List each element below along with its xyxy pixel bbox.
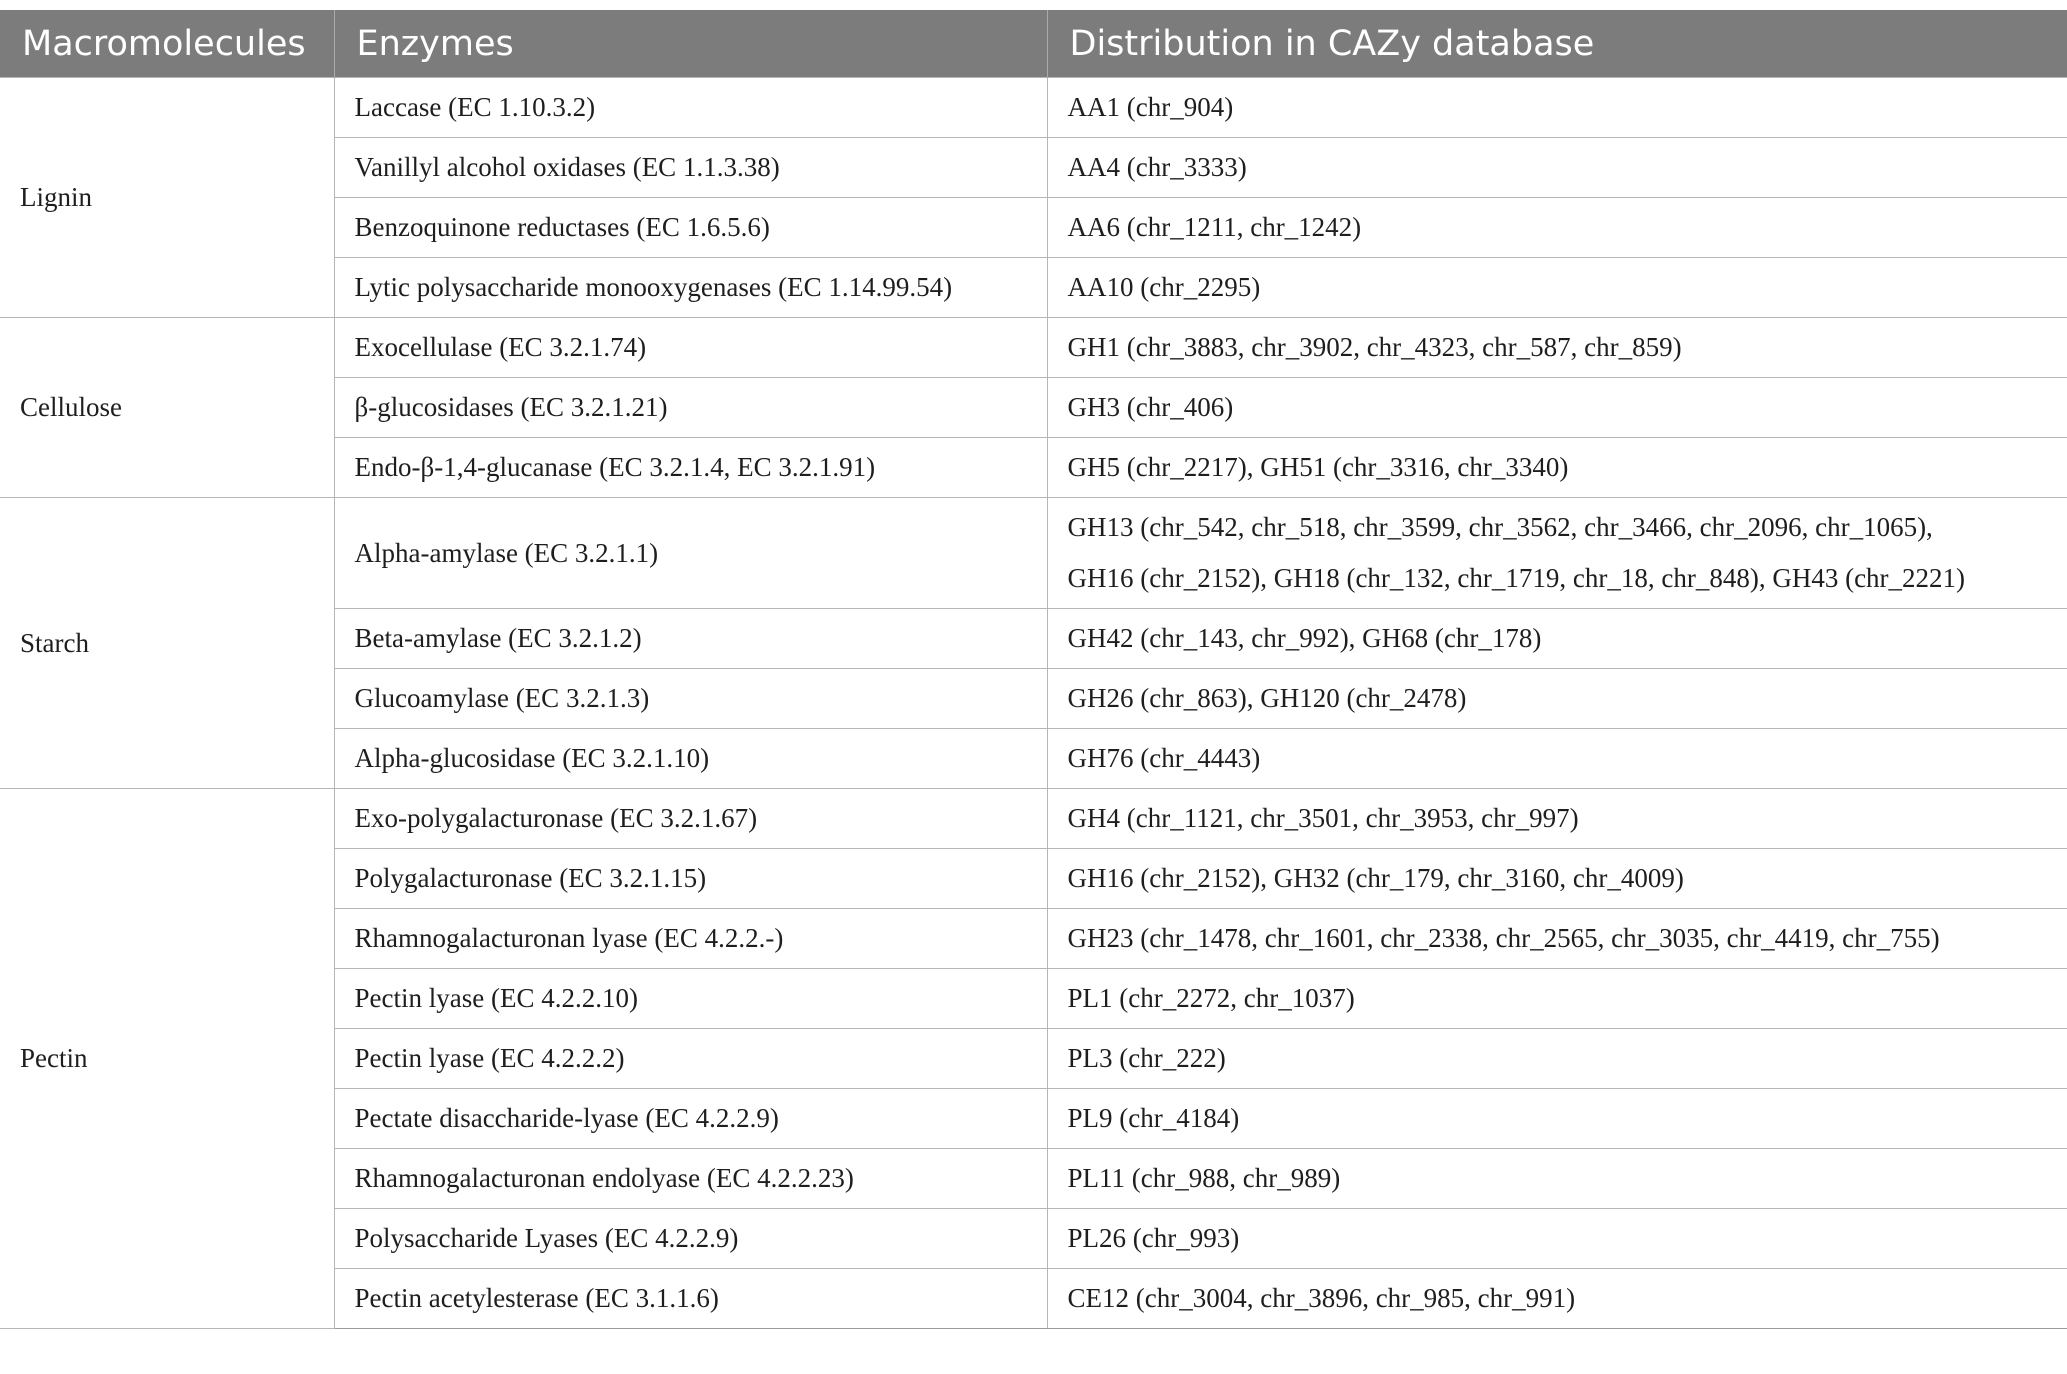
header-macromolecules: Macromolecules <box>0 10 334 78</box>
macromolecule-cell: Pectin <box>0 789 334 1329</box>
distribution-line: PL11 (chr_988, chr_989) <box>1067 1163 1341 1193</box>
distribution-line: GH4 (chr_1121, chr_3501, chr_3953, chr_997) <box>1067 803 1579 833</box>
table-row <box>0 498 2067 609</box>
enzyme-cell: Exocellulase (EC 3.2.1.74) <box>334 318 1047 378</box>
enzyme-cell: Alpha-amylase (EC 3.2.1.1) <box>334 498 1047 609</box>
distribution-cell <box>1047 789 2067 849</box>
distribution-cell <box>1047 969 2067 1029</box>
enzyme-cell: Alpha-glucosidase (EC 3.2.1.10) <box>334 729 1047 789</box>
enzyme-cell: Endo-β-1,4-glucanase (EC 3.2.1.4, EC 3.2.1.91) <box>334 438 1047 498</box>
table-header <box>0 10 2067 78</box>
distribution-line: AA6 (chr_1211, chr_1242) <box>1067 212 1362 242</box>
enzyme-cell: Pectin lyase (EC 4.2.2.10) <box>334 969 1047 1029</box>
distribution-line: GH13 (chr_542, chr_518, chr_3599, chr_3562, chr_3466, chr_2096, chr_1065), <box>1067 512 1933 542</box>
distribution-cell <box>1047 909 2067 969</box>
enzyme-cell: Rhamnogalacturonan lyase (EC 4.2.2.-) <box>334 909 1047 969</box>
table-row <box>0 789 2067 849</box>
enzyme-cell: Beta-amylase (EC 3.2.1.2) <box>334 609 1047 669</box>
macromolecule-cell: Cellulose <box>0 318 334 498</box>
distribution-cell <box>1047 729 2067 789</box>
distribution-cell <box>1047 609 2067 669</box>
table-row <box>0 78 2067 138</box>
distribution-cell <box>1047 198 2067 258</box>
distribution-line: GH42 (chr_143, chr_992), GH68 (chr_178) <box>1067 623 1542 653</box>
distribution-cell <box>1047 78 2067 138</box>
distribution-line: AA1 (chr_904) <box>1067 92 1234 122</box>
distribution-cell <box>1047 438 2067 498</box>
distribution-line: PL26 (chr_993) <box>1067 1223 1240 1253</box>
table-body <box>0 78 2067 1329</box>
distribution-line: GH3 (chr_406) <box>1067 392 1234 422</box>
distribution-line: AA10 (chr_2295) <box>1067 272 1261 302</box>
distribution-cell <box>1047 849 2067 909</box>
distribution-line: PL1 (chr_2272, chr_1037) <box>1067 983 1355 1013</box>
distribution-cell <box>1047 498 2067 609</box>
distribution-line: GH1 (chr_3883, chr_3902, chr_4323, chr_587, chr_859) <box>1067 332 1682 362</box>
enzyme-cell: Rhamnogalacturonan endolyase (EC 4.2.2.23) <box>334 1149 1047 1209</box>
distribution-cell <box>1047 1149 2067 1209</box>
distribution-line: GH76 (chr_4443) <box>1067 743 1261 773</box>
cazy-enzyme-table-container <box>0 10 2067 1329</box>
distribution-line: GH16 (chr_2152), GH32 (chr_179, chr_3160, chr_4009) <box>1067 863 1684 893</box>
macromolecule-cell: Lignin <box>0 78 334 318</box>
distribution-cell <box>1047 378 2067 438</box>
distribution-cell <box>1047 1209 2067 1269</box>
enzyme-cell: Lytic polysaccharide monooxygenases (EC 1.14.99.54) <box>334 258 1047 318</box>
enzyme-cell: Vanillyl alcohol oxidases (EC 1.1.3.38) <box>334 138 1047 198</box>
enzyme-cell: Laccase (EC 1.10.3.2) <box>334 78 1047 138</box>
distribution-cell <box>1047 258 2067 318</box>
enzyme-cell: Pectin acetylesterase (EC 3.1.1.6) <box>334 1269 1047 1329</box>
distribution-cell <box>1047 1089 2067 1149</box>
distribution-cell <box>1047 138 2067 198</box>
distribution-line: GH5 (chr_2217), GH51 (chr_3316, chr_3340) <box>1067 452 1569 482</box>
distribution-line: GH26 (chr_863), GH120 (chr_2478) <box>1067 683 1467 713</box>
distribution-cell <box>1047 669 2067 729</box>
enzyme-cell: Exo-polygalacturonase (EC 3.2.1.67) <box>334 789 1047 849</box>
distribution-line: GH16 (chr_2152), GH18 (chr_132, chr_1719, chr_18, chr_848), GH43 (chr_2221) <box>1067 563 1966 593</box>
enzyme-cell: Glucoamylase (EC 3.2.1.3) <box>334 669 1047 729</box>
distribution-line: CE12 (chr_3004, chr_3896, chr_985, chr_991) <box>1067 1283 1576 1313</box>
table-row <box>0 318 2067 378</box>
enzyme-cell: Polygalacturonase (EC 3.2.1.15) <box>334 849 1047 909</box>
enzyme-cell: Pectate disaccharide-lyase (EC 4.2.2.9) <box>334 1089 1047 1149</box>
enzyme-cell: Benzoquinone reductases (EC 1.6.5.6) <box>334 198 1047 258</box>
distribution-cell <box>1047 318 2067 378</box>
header-distribution: Distribution in CAZy database <box>1047 10 2067 78</box>
header-row <box>0 10 2067 78</box>
distribution-line: GH23 (chr_1478, chr_1601, chr_2338, chr_2565, chr_3035, chr_4419, chr_755) <box>1067 923 1940 953</box>
macromolecule-cell: Starch <box>0 498 334 789</box>
header-enzymes: Enzymes <box>334 10 1047 78</box>
distribution-line: PL3 (chr_222) <box>1067 1043 1226 1073</box>
enzyme-cell: Pectin lyase (EC 4.2.2.2) <box>334 1029 1047 1089</box>
distribution-line: AA4 (chr_3333) <box>1067 152 1247 182</box>
enzyme-cell: β-glucosidases (EC 3.2.1.21) <box>334 378 1047 438</box>
cazy-enzyme-table <box>0 10 2067 1329</box>
distribution-cell <box>1047 1029 2067 1089</box>
distribution-cell <box>1047 1269 2067 1329</box>
distribution-line: PL9 (chr_4184) <box>1067 1103 1240 1133</box>
enzyme-cell: Polysaccharide Lyases (EC 4.2.2.9) <box>334 1209 1047 1269</box>
